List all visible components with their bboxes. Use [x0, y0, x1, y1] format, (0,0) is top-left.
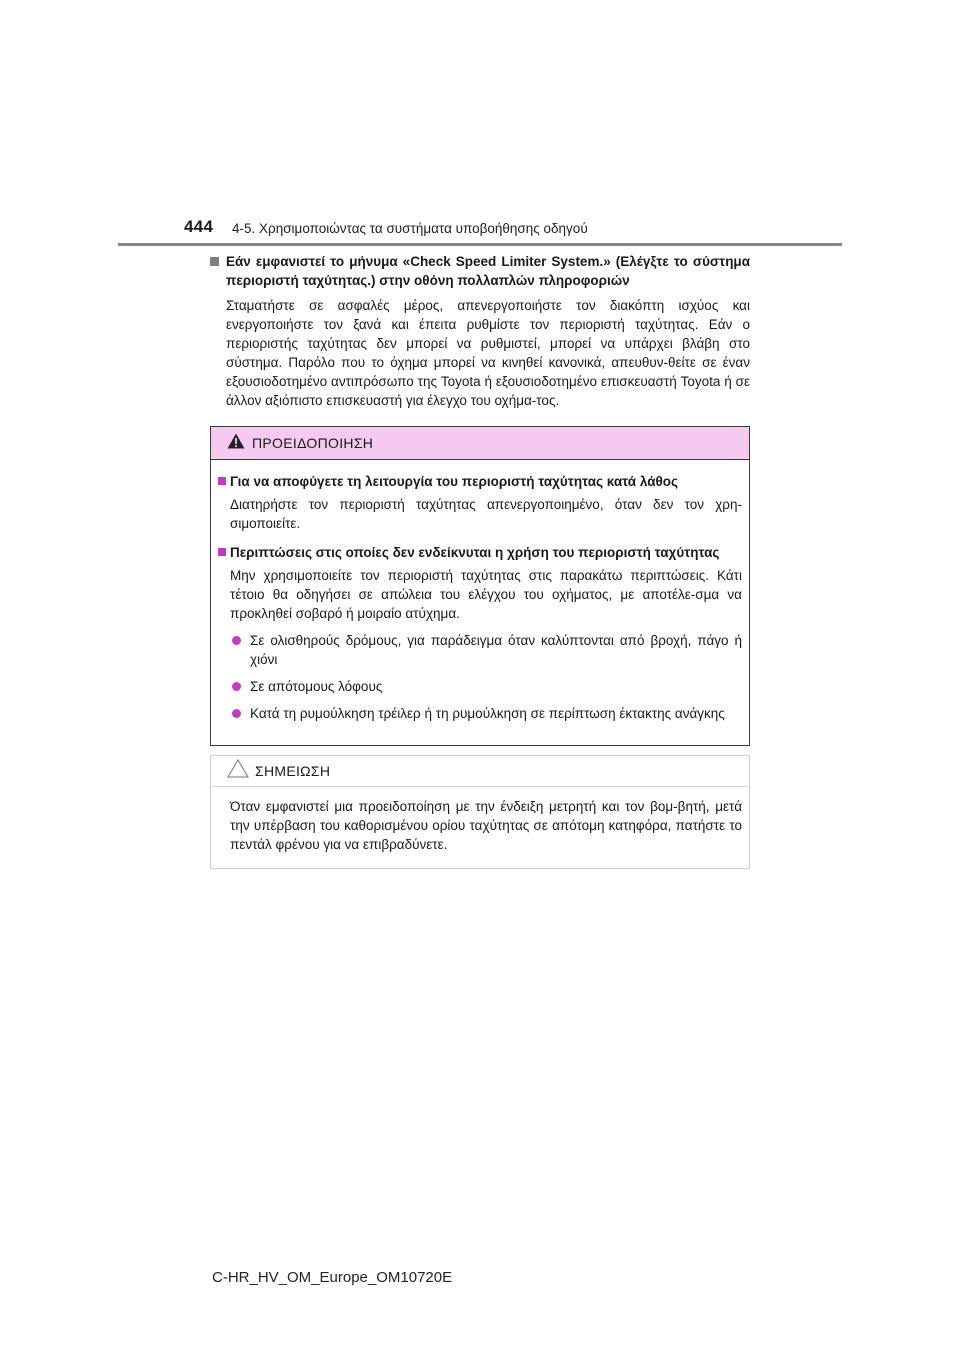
warning-bullet: Σε απότομους λόφους	[230, 677, 742, 696]
page-number: 444	[184, 217, 214, 236]
warning-bullet: Κατά τη ρυμούλκηση τρέιλερ ή τη ρυμούλκηση σε περίπτωση έκτακτης ανάγκης	[230, 704, 742, 723]
notice-body: Όταν εμφανιστεί μια προειδοποίηση με την ένδειξη μετρητή και τον βομ-βητή, μετά την υπέρβαση του καθορισμένου ορίου ταχύτητας σε απότομη κατηφόρα, πατήστε το πεντάλ φρένου για να επιβραδύνετε.	[230, 799, 742, 852]
header-title: 4-5. Χρησιμοποιώντας τα συστήματα υποβοήθησης οδηγού	[232, 221, 588, 236]
warning-box	[210, 426, 750, 746]
warning-block	[218, 543, 742, 723]
section-body: Σταματήστε σε ασφαλές μέρος, απενεργοποιήστε τον διακόπτη ισχύος και ενεργοποιήστε τον ξανά και έπειτα ρυθμίστε τον περιοριστή ταχύτητας. Εάν ο περιοριστής ταχύτητας δεν μπορεί να ρυθμιστεί, μπορεί να υπάρχει βλάβη στο σύστημα. Παρόλο που το όχημα μπορεί να κινηθεί κανονικά, απευθυν-θείτε σε έναν εξουσιοδοτημένο αντιπρόσωπο της Toyota ή εξουσιοδοτημένο επισκευαστή Toyota ή σε άλλον αξιόπιστο επισκευαστή για έλεγχο του οχήμα-τος.	[226, 298, 750, 408]
header-rule	[118, 243, 842, 246]
warning-block-body: Διατηρήστε τον περιοριστή ταχύτητας απενεργοποιημένο, όταν δεν τον χρη-σιμοποιείτε.	[230, 497, 742, 531]
main-content	[210, 252, 750, 410]
warning-triangle-outline-icon	[227, 759, 249, 783]
warning-block-heading: Για να αποφύγετε τη λειτουργία του περιοριστή ταχύτητας κατά λάθος	[218, 472, 742, 491]
footer-code: C-HR_HV_OM_Europe_OM10720E	[212, 1269, 453, 1286]
notice-box	[210, 755, 750, 869]
warning-bullet: Σε ολισθηρούς δρόμους, για παράδειγμα όταν καλύπτονται από βροχή, πάγο ή χιόνι	[230, 631, 742, 669]
warning-block	[218, 472, 742, 533]
warning-label: ΠΡΟΕΙΔΟΠΟΙΗΣΗ	[252, 435, 374, 451]
notice-header	[211, 756, 749, 787]
warning-triangle-filled-icon	[227, 433, 245, 454]
warning-block-heading: Περιπτώσεις στις οποίες δεν ενδείκνυται η χρήση του περιοριστή ταχύτητας	[218, 543, 742, 562]
warning-block-body: Μην χρησιμοποιείτε τον περιοριστή ταχύτητας στις παρακάτω περιπτώσεις. Κάτι τέτοιο θα οδηγήσει σε απώλεια του ελέγχου του οχήματος, με αποτέλε-σμα να προκληθεί σοβαρό ή μοιραίο ατύχημα.	[230, 568, 742, 621]
warning-header	[211, 427, 749, 460]
notice-label: ΣΗΜΕΙΩΣΗ	[255, 763, 331, 779]
section-heading: Εάν εμφανιστεί το μήνυμα «Check Speed Limiter System.» (Ελέγξτε το σύστημα περιοριστή ταχύτητας.) στην οθόνη πολλαπλών πληροφοριών	[210, 252, 750, 290]
